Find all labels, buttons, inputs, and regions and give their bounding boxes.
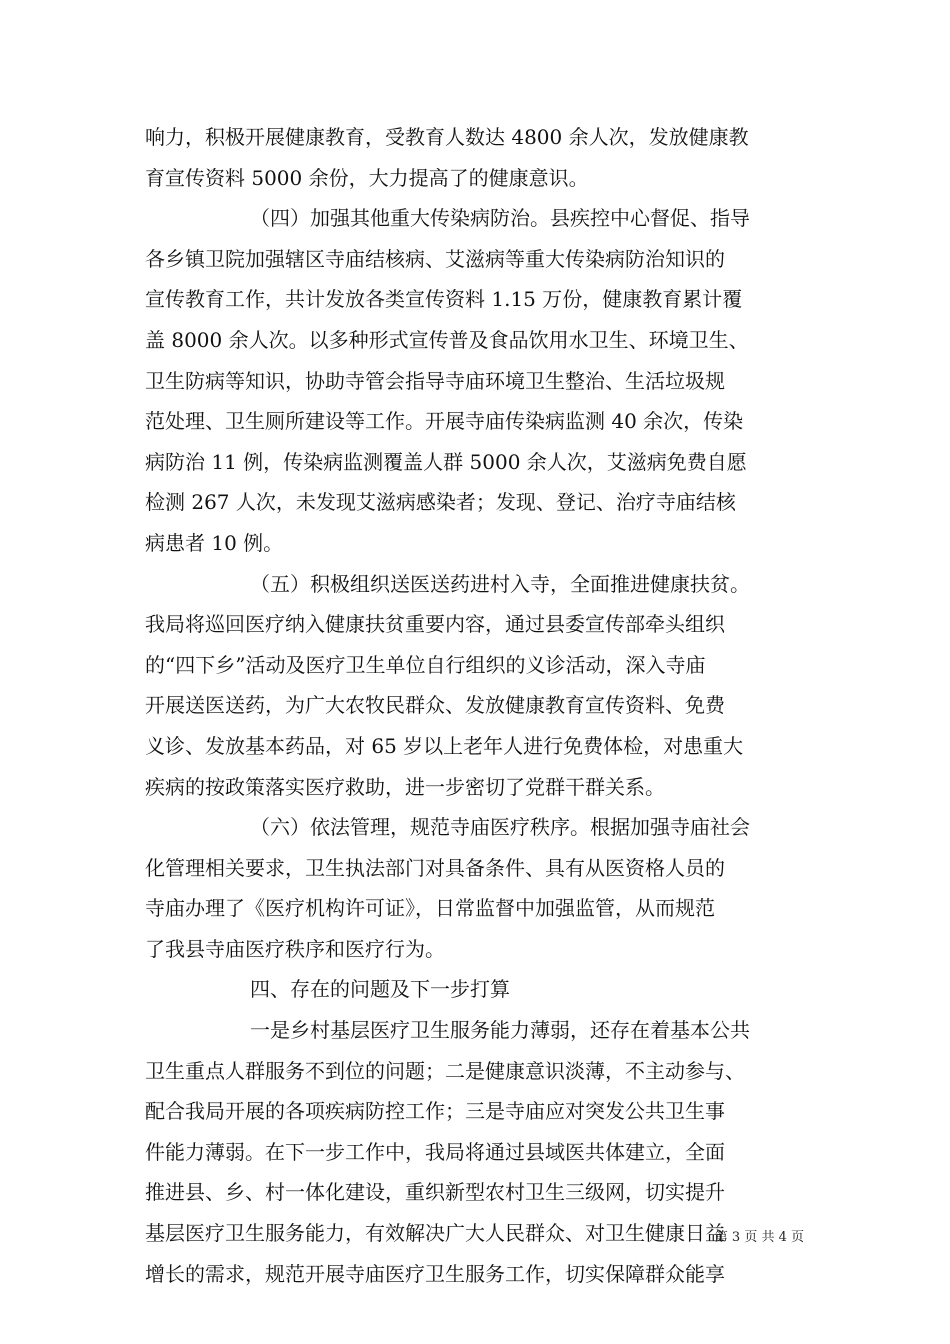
text-line: （四）加强其他重大传染病防治。县疾控中心督促、指导 [250, 206, 750, 231]
text-line: 范处理、卫生厕所建设等工作。开展寺庙传染病监测 40 余次，传染 [145, 409, 744, 434]
text-line: 各乡镇卫院加强辖区寺庙结核病、艾滋病等重大传染病防治知识的 [145, 246, 725, 271]
text-line: （五）积极组织送医送药进村入寺，全面推进健康扶贫。 [250, 571, 750, 596]
text-line: 一是乡村基层医疗卫生服务能力薄弱，还存在着基本公共 [250, 1018, 750, 1043]
text-line: 四、存在的问题及下一步打算 [250, 977, 510, 1002]
text-line: 宣传教育工作，共计发放各类宣传资料 1.15 万份，健康教育累计覆 [145, 287, 743, 312]
text-line: 检测 267 人次，未发现艾滋病感染者；发现、登记、治疗寺庙结核 [145, 490, 736, 515]
text-line: 响力，积极开展健康教育，受教育人数达 4800 余人次，发放健康教 [145, 125, 749, 149]
document-body [145, 117, 810, 1294]
text-line: 化管理相关要求，卫生执法部门对具备条件、具有从医资格人员的 [145, 855, 725, 880]
text-line: 病患者 10 例。 [145, 530, 284, 555]
text-line: 基层医疗卫生服务能力，有效解决广大人民群众、对卫生健康日益 [145, 1221, 725, 1246]
text-line: 疾病的按政策落实医疗救助，进一步密切了党群干群关系。 [145, 774, 665, 799]
text-line: 配合我局开展的各项疾病防控工作；三是寺庙应对突发公共卫生事 [145, 1099, 725, 1124]
text-line: 增长的需求，规范开展寺庙医疗卫生服务工作，切实保障群众能享 [145, 1261, 725, 1286]
text-line: 卫生重点人群服务不到位的问题；二是健康意识淡薄，不主动参与、 [145, 1058, 745, 1083]
text-line: 开展送医送药，为广大农牧民群众、发放健康教育宣传资料、免费 [145, 693, 725, 718]
text-line: 寺庙办理了《医疗机构许可证》，日常监督中加强监管，从而规范 [145, 896, 715, 921]
text-line: 卫生防病等知识，协助寺管会指导寺庙环境卫生整治、生活垃圾规 [145, 368, 725, 393]
text-line: 病防治 11 例，传染病监测覆盖人群 5000 余人次，艾滋病免费自愿 [145, 449, 747, 474]
text-line: （六）依法管理，规范寺庙医疗秩序。根据加强寺庙社会 [250, 815, 750, 840]
text-line: 推进县、乡、村一体化建设，重织新型农村卫生三级网，切实提升 [145, 1180, 725, 1205]
text-line: 件能力薄弱。在下一步工作中，我局将通过县域医共体建立，全面 [145, 1139, 725, 1164]
text-line: 的“四下乡”活动及医疗卫生单位自行组织的义诊活动，深入寺庙 [145, 652, 706, 677]
text-line: 我局将巡回医疗纳入健康扶贫重要内容，通过县委宣传部牵头组织 [145, 612, 725, 637]
page-footer: 第 3 页 共 4 页 [714, 1230, 804, 1245]
text-line: 育宣传资料 5000 余份，大力提高了的健康意识。 [145, 165, 589, 190]
text-line: 盖 8000 余人次。以多种形式宣传普及食品饮用水卫生、环境卫生、 [145, 327, 749, 352]
text-line: 义诊、发放基本药品，对 65 岁以上老年人进行免费体检，对患重大 [145, 733, 744, 758]
text-line: 了我县寺庙医疗秩序和医疗行为。 [145, 936, 445, 961]
